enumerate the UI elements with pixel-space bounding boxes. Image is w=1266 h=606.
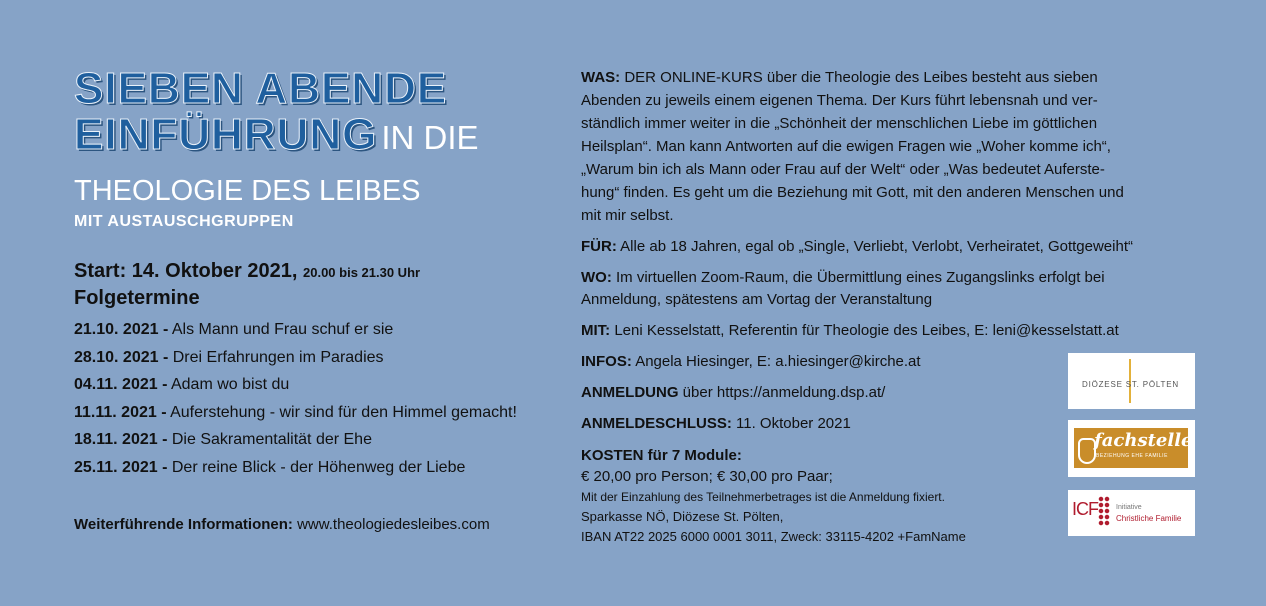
was-section [581, 66, 1161, 227]
fuer-label: FÜR: [581, 238, 617, 255]
schedule-date: 11.11. 2021 - [74, 403, 167, 421]
schedule-topic: Als Mann und Frau schuf er sie [171, 321, 394, 338]
wo-line: Anmeldung, spätestens am Vortag der Veranstaltung [581, 291, 933, 308]
title-line-1: SIEBEN ABENDE [74, 64, 448, 113]
wo-section [581, 267, 1201, 311]
icf-dots-icon [1098, 496, 1110, 526]
wo-line [581, 267, 1201, 289]
was-line: hung“ finden. Es geht um die Beziehung mit Gott, mit den anderen Menschen und [581, 184, 1124, 201]
title-line-2 [74, 112, 564, 161]
fuer-section [581, 236, 1201, 258]
fachstelle-logo-subtext: BEZIEHUNG EHE FAMILIE [1096, 453, 1168, 459]
anmeldung-link[interactable]: über https://anmeldung.dsp.at/ [682, 384, 886, 401]
schedule-item [74, 399, 564, 427]
folgetermine-heading: Folgetermine [74, 287, 200, 309]
icf-logo-sub1: Initiative [1116, 504, 1142, 511]
mit-section [581, 320, 1201, 342]
dioezese-logo-text: DIÖZESE ST. PÖLTEN [1082, 380, 1179, 389]
further-info-label: Weiterführende Informationen: [74, 516, 293, 533]
start-time: 20.00 bis 21.30 Uhr [303, 265, 421, 280]
kosten-heading: KOSTEN für 7 Module: [581, 447, 742, 464]
schedule-item [74, 371, 564, 399]
bank-line-2: IBAN AT22 2025 6000 0001 3011, Zweck: 33115-4202 +FamName [581, 529, 966, 544]
schedule-date: 04.11. 2021 - [74, 376, 168, 393]
mit-text: Leni Kesselstatt, Referentin für Theologie des Leibes, E: leni@kesselstatt.at [614, 322, 1119, 339]
was-line [581, 66, 1161, 89]
schedule-topic: Die Sakramentalität der Ehe [171, 431, 372, 448]
icf-logo-sub2: Christliche Familie [1116, 514, 1182, 523]
schedule-topic: Adam wo bist du [170, 376, 290, 393]
fachstelle-logo [1068, 420, 1195, 477]
infos-label: INFOS: [581, 353, 632, 370]
schedule-item [74, 454, 564, 482]
start-label: Start: 14. Oktober 2021, [74, 260, 298, 282]
wo-label: WO: [581, 269, 612, 286]
schedule-date: 25.11. 2021 - [74, 458, 168, 476]
was-label: WAS: [581, 69, 621, 86]
icf-logo-text: ICF [1072, 499, 1098, 519]
fachstelle-logo-text: fachstelle [1094, 430, 1193, 451]
schedule-date: 28.10. 2021 - [74, 348, 169, 366]
schedule-item [74, 316, 564, 344]
was-line: ständlich immer weiter in die „Schönheit der menschlichen Liebe im göttlichen [581, 115, 1098, 132]
schedule-date: 18.11. 2021 - [74, 431, 168, 448]
kosten-prices: € 20,00 pro Person; € 30,00 pro Paar; [581, 468, 833, 485]
subtitle-austauschgruppen: MIT AUSTAUSCHGRUPPEN [74, 213, 294, 230]
mit-label: MIT: [581, 322, 611, 339]
schedule-topic: Drei Erfahrungen im Paradies [172, 348, 384, 366]
schedule-list [74, 316, 564, 481]
icf-logo [1068, 490, 1195, 536]
further-info [74, 516, 490, 533]
anmeldeschluss-label: ANMELDESCHLUSS: [581, 415, 732, 432]
further-info-link[interactable]: www.theologiedesleibes.com [297, 516, 490, 533]
dioezese-logo [1068, 353, 1195, 409]
anmeldung-label: ANMELDUNG [581, 384, 679, 401]
schedule-date: 21.10. 2021 - [74, 321, 169, 338]
anmeldeschluss-text: 11. Oktober 2021 [736, 415, 851, 432]
schedule-topic: Der reine Blick - der Höhenweg der Liebe [171, 458, 466, 476]
title-in-die: IN DIE [381, 119, 479, 156]
fuer-text: Alle ab 18 Jahren, egal ob „Single, Verliebt, Verlobt, Verheiratet, Gottgeweiht“ [620, 238, 1133, 255]
kosten-note: Mit der Einzahlung des Teilnehmerbetrages ist die Anmeldung fixiert. [581, 490, 945, 504]
title-block [74, 66, 564, 481]
fachstelle-badge [1074, 428, 1193, 468]
was-line: „Warum bin ich als Mann oder Frau auf der Welt“ oder „Was bedeutet Auferste- [581, 161, 1105, 178]
schedule-item [74, 426, 564, 454]
start-date [74, 260, 564, 283]
was-line: mit mir selbst. [581, 207, 674, 224]
was-text: DER ONLINE-KURS über die Theologie des Leibes besteht aus sieben [624, 69, 1098, 86]
was-line: Abenden zu jeweils einem eigenen Thema. Der Kurs führt lebensnah und ver- [581, 92, 1098, 109]
schedule-topic: Auferstehung - wir sind für den Himmel gemacht! [170, 403, 517, 421]
infos-text: Angela Hiesinger, E: a.hiesinger@kirche.at [635, 353, 921, 370]
wo-text: Im virtuellen Zoom-Raum, die Übermittlung eines Zugangslinks erfolgt bei [616, 269, 1105, 286]
was-line: Heilsplan“. Man kann Antworten auf die ewigen Fragen wie „Woher komme ich“, [581, 138, 1111, 155]
title-einfuehrung: EINFÜHRUNG [74, 110, 378, 159]
title-theologie: THEOLOGIE DES LEIBES [74, 175, 421, 207]
bank-line-1: Sparkasse NÖ, Diözese St. Pölten, [581, 509, 784, 524]
schedule-item [74, 344, 564, 372]
